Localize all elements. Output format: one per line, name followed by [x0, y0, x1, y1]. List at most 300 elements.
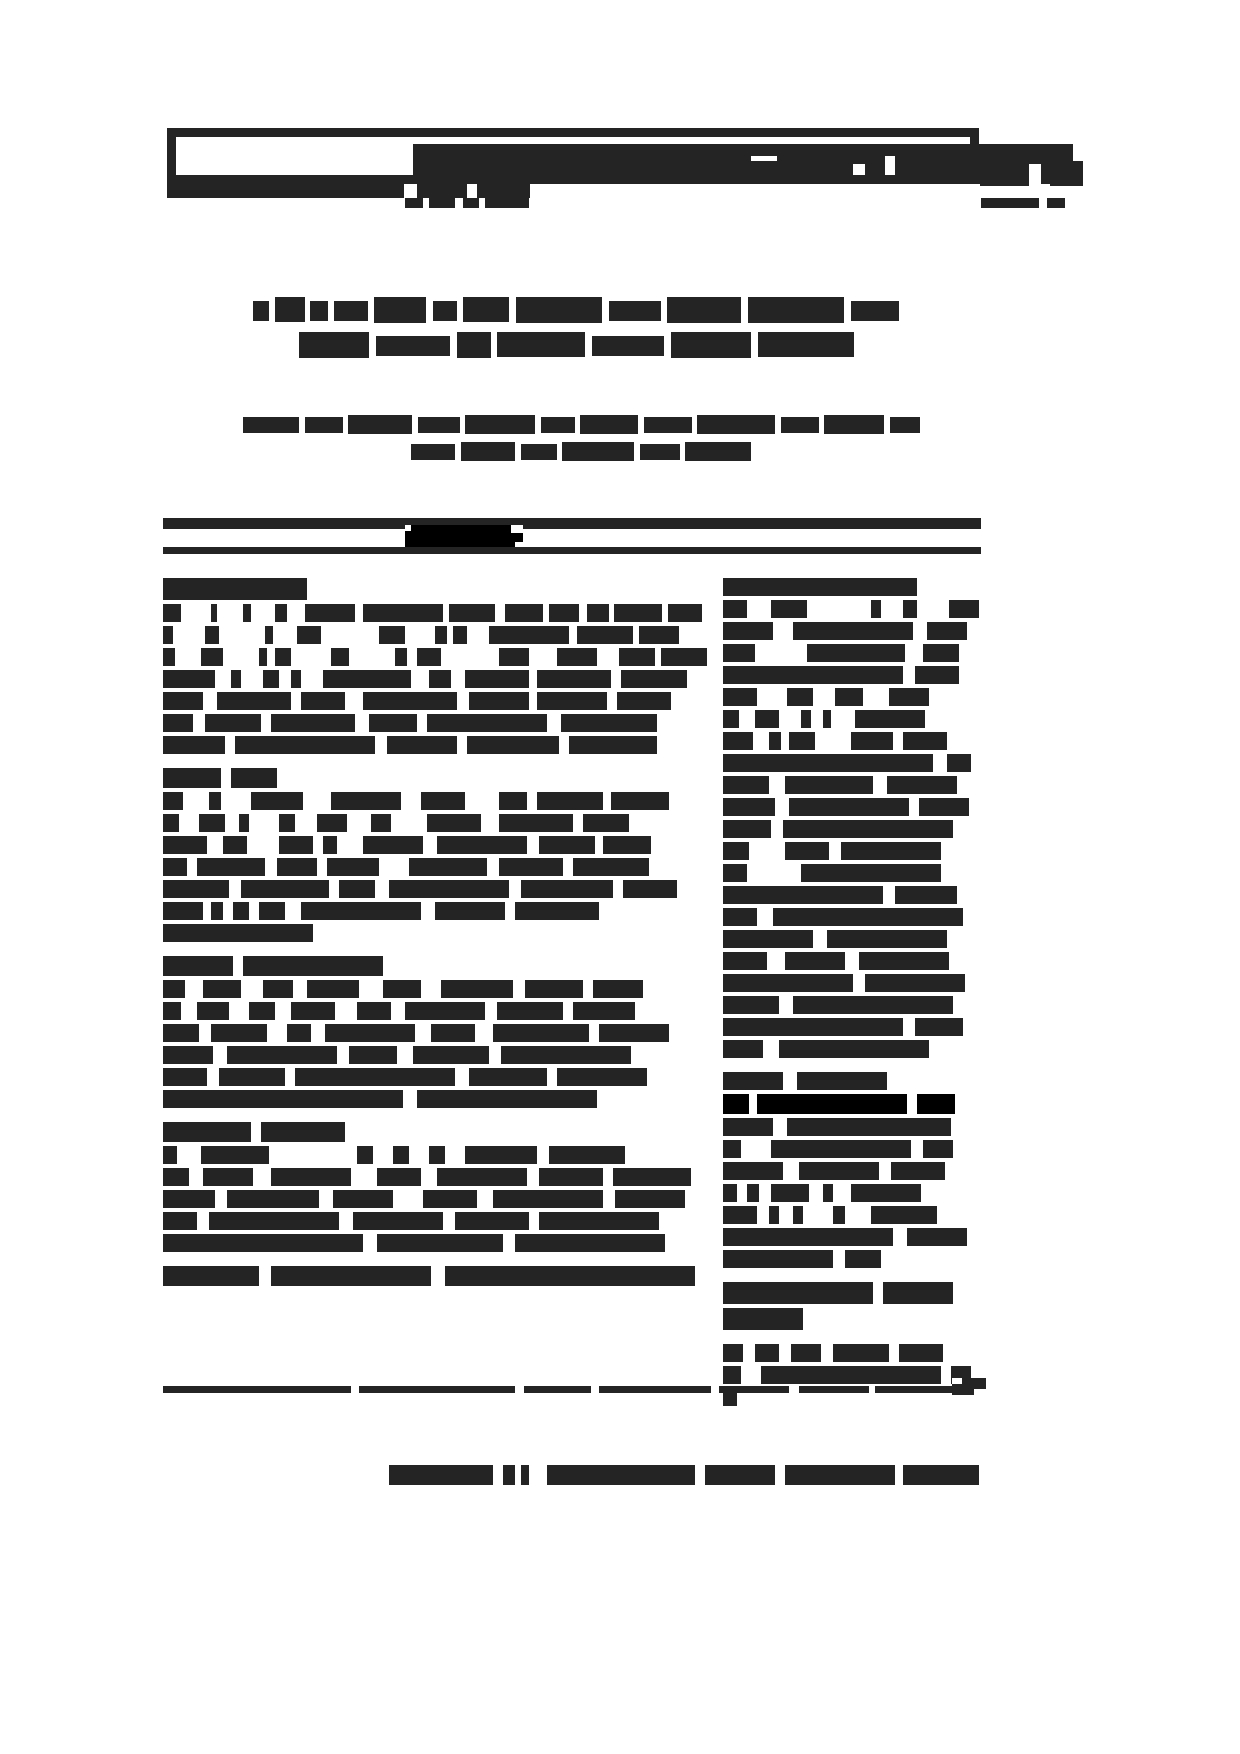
body-text-line	[723, 908, 981, 926]
body-text-line	[723, 1118, 981, 1136]
word-gap	[337, 1046, 349, 1047]
body-text-line	[163, 880, 698, 898]
redacted-word	[781, 417, 819, 433]
word-gap	[941, 1366, 951, 1367]
word-gap	[351, 1168, 377, 1169]
redacted-word	[871, 600, 881, 618]
word-gap	[893, 1228, 907, 1229]
abstract-rule-bottom	[163, 547, 981, 554]
redacted-word	[453, 626, 467, 644]
word-gap	[529, 670, 537, 671]
word-gap	[391, 814, 427, 815]
redacted-word	[569, 736, 657, 754]
redacted-word	[231, 768, 277, 788]
redacted-word	[562, 442, 634, 461]
word-gap	[185, 980, 203, 981]
word-gap	[803, 1206, 833, 1207]
word-gap	[311, 1024, 325, 1025]
redacted-word	[163, 980, 185, 998]
word-gap	[905, 644, 923, 645]
masthead-title-block	[865, 144, 885, 186]
redacted-word	[209, 1212, 339, 1230]
redacted-word	[253, 301, 269, 321]
word-gap	[829, 842, 841, 843]
redacted-word	[723, 864, 747, 882]
redacted-word	[539, 1168, 603, 1186]
redacted-word	[827, 930, 947, 948]
word-gap	[853, 974, 865, 975]
footer-citation-block	[521, 1465, 529, 1485]
word-gap	[373, 1146, 393, 1147]
word-gap	[597, 648, 619, 649]
redacted-word	[409, 858, 487, 876]
word-gap	[251, 604, 275, 605]
redacted-word	[644, 417, 692, 433]
redacted-word	[418, 417, 460, 433]
word-gap	[602, 297, 609, 298]
redacted-word	[376, 336, 450, 356]
redacted-word	[197, 858, 265, 876]
redacted-word	[239, 814, 249, 832]
redacted-word	[497, 332, 585, 357]
redacted-word	[463, 297, 509, 322]
redacted-word	[539, 836, 595, 854]
body-text-line	[723, 1344, 981, 1362]
redacted-word	[277, 858, 317, 876]
redacted-word	[203, 1168, 253, 1186]
redacted-word	[723, 930, 813, 948]
redacted-word	[773, 908, 963, 926]
word-gap	[319, 1190, 333, 1191]
redacted-word	[211, 604, 217, 622]
body-text-line	[723, 1094, 981, 1114]
word-gap	[757, 688, 787, 689]
redacted-word	[323, 670, 411, 688]
word-gap	[529, 648, 557, 649]
redacted-word	[537, 792, 603, 810]
redacted-word	[515, 1234, 665, 1252]
word-gap	[495, 604, 505, 605]
underbar-tab	[429, 198, 455, 208]
redacted-word	[219, 1068, 285, 1086]
redacted-word	[855, 710, 925, 728]
word-gap	[451, 670, 465, 671]
redacted-word	[949, 600, 979, 618]
redacted-word	[310, 301, 328, 321]
redacted-word	[429, 1146, 445, 1164]
word-gap	[509, 880, 521, 881]
redacted-word	[865, 974, 965, 992]
redacted-word	[163, 1090, 403, 1108]
word-gap	[203, 692, 217, 693]
redacted-word	[271, 714, 355, 732]
word-gap	[345, 692, 363, 693]
section-heading	[723, 1282, 981, 1304]
word-gap	[831, 710, 855, 711]
word-gap	[407, 648, 417, 649]
body-text-line	[723, 688, 981, 706]
word-gap	[347, 814, 371, 815]
redacted-word	[723, 600, 747, 618]
section-heading	[163, 578, 698, 600]
word-gap	[355, 604, 363, 605]
word-gap	[397, 1046, 413, 1047]
redacted-word	[163, 1190, 215, 1208]
redacted-word	[353, 1212, 443, 1230]
heading-nub	[405, 525, 411, 531]
underbar-tab	[485, 198, 529, 208]
body-text-line	[723, 1140, 981, 1158]
redacted-word	[789, 798, 909, 816]
word-gap	[225, 814, 239, 815]
word-gap	[183, 792, 209, 793]
redacted-word	[299, 332, 369, 358]
word-gap	[487, 858, 499, 859]
word-gap	[813, 688, 835, 689]
body-text-line	[723, 1072, 981, 1090]
body-text-line	[723, 710, 981, 728]
redacted-word	[243, 417, 299, 433]
body-paragraph	[163, 1266, 698, 1286]
word-gap	[415, 1024, 431, 1025]
redacted-word	[577, 626, 633, 644]
redacted-word	[305, 417, 343, 433]
page-number	[952, 1378, 986, 1395]
word-gap	[411, 670, 429, 671]
redacted-word	[259, 648, 267, 666]
redacted-word	[163, 604, 181, 622]
redacted-word	[405, 1002, 485, 1020]
footer-citation-block	[705, 1465, 775, 1485]
redacted-word	[163, 836, 207, 854]
redacted-word	[723, 1162, 783, 1180]
redacted-word	[211, 902, 223, 920]
redacted-word	[927, 622, 967, 640]
word-gap	[317, 858, 327, 859]
body-text-line	[723, 644, 981, 662]
word-gap	[219, 626, 265, 627]
redacted-word	[835, 688, 863, 706]
redacted-word	[417, 1090, 597, 1108]
redacted-word	[807, 644, 905, 662]
redacted-word	[573, 1002, 635, 1020]
word-gap	[771, 820, 783, 821]
redacted-word	[499, 792, 527, 810]
redacted-word	[205, 626, 219, 644]
redacted-word	[851, 732, 893, 750]
word-gap	[485, 1002, 497, 1003]
redacted-word	[895, 886, 957, 904]
word-gap	[455, 1068, 469, 1069]
redacted-word	[163, 692, 203, 710]
footer-rule-gap	[711, 1386, 719, 1393]
word-gap	[179, 814, 199, 815]
redacted-word	[823, 710, 831, 728]
redacted-word	[890, 417, 920, 433]
word-gap	[303, 792, 331, 793]
redacted-word	[349, 1046, 397, 1064]
word-gap	[233, 956, 243, 957]
redacted-word	[163, 648, 175, 666]
body-text-line	[723, 1308, 981, 1330]
redacted-word	[661, 648, 707, 666]
word-gap	[175, 648, 201, 649]
redacted-word	[377, 1234, 503, 1252]
redacted-word	[723, 1366, 741, 1384]
redacted-word	[499, 814, 573, 832]
word-gap	[177, 1146, 201, 1147]
body-text-line	[723, 1366, 981, 1384]
redacted-word	[387, 736, 457, 754]
body-text-line	[723, 798, 981, 816]
word-gap	[739, 710, 755, 711]
word-gap	[763, 1040, 779, 1041]
redacted-word	[275, 297, 305, 322]
redacted-word	[851, 1184, 921, 1202]
word-gap	[393, 1190, 423, 1191]
redacted-word	[755, 1344, 779, 1362]
word-gap	[749, 842, 785, 843]
redacted-word	[723, 710, 739, 728]
redacted-word	[614, 604, 662, 622]
underbar-tab	[981, 198, 1039, 208]
redacted-word	[348, 415, 412, 434]
redacted-word	[231, 670, 241, 688]
author-name-line	[236, 442, 926, 461]
masthead-title-block	[885, 144, 895, 156]
word-gap	[873, 1282, 883, 1283]
redacted-word	[377, 1168, 421, 1186]
redacted-word	[271, 1266, 431, 1286]
redacted-word	[771, 600, 807, 618]
body-text-line	[163, 1168, 698, 1186]
word-gap	[265, 858, 277, 859]
word-gap	[467, 626, 489, 627]
redacted-word	[163, 792, 183, 810]
redacted-word	[515, 902, 599, 920]
word-gap	[569, 626, 577, 627]
body-text-line	[163, 1024, 698, 1042]
redacted-word	[723, 1018, 903, 1036]
redacted-word	[887, 776, 957, 794]
body-text-line	[723, 776, 981, 794]
redacted-word	[455, 1212, 529, 1230]
word-gap	[579, 604, 587, 605]
word-gap	[363, 1234, 377, 1235]
redacted-word	[723, 908, 757, 926]
word-gap	[537, 1146, 549, 1147]
redacted-word	[793, 996, 953, 1014]
body-text-line	[163, 814, 698, 832]
word-gap	[737, 1184, 747, 1185]
redacted-word	[287, 1024, 311, 1042]
redacted-word	[369, 714, 417, 732]
masthead-title-block	[1041, 144, 1073, 186]
section-with-heading	[163, 956, 698, 1108]
redacted-word	[899, 1344, 943, 1362]
redacted-word	[771, 1184, 809, 1202]
redacted-word	[537, 670, 611, 688]
word-gap	[881, 600, 903, 601]
body-paragraph	[723, 1344, 981, 1406]
word-gap	[573, 814, 583, 815]
word-gap	[759, 1184, 771, 1185]
word-gap	[207, 1068, 219, 1069]
redacted-word	[493, 1024, 589, 1042]
word-gap	[664, 332, 671, 333]
title-line	[236, 297, 916, 323]
underbar-notch	[1040, 184, 1050, 198]
redacted-word	[891, 1162, 945, 1180]
word-gap	[279, 670, 291, 671]
underbar-tab	[463, 198, 479, 208]
word-gap	[275, 1002, 291, 1003]
masthead-title-block	[751, 144, 777, 156]
body-text-line	[163, 1266, 698, 1286]
redacted-word	[433, 301, 457, 321]
redacted-word	[357, 1146, 373, 1164]
redacted-word	[301, 902, 421, 920]
redacted-word	[163, 814, 179, 832]
underbar-tab	[405, 198, 423, 208]
redacted-word	[465, 1146, 537, 1164]
word-gap	[251, 1122, 261, 1123]
section-with-heading	[163, 768, 698, 942]
redacted-word	[723, 1206, 757, 1224]
word-gap	[489, 1046, 501, 1047]
redacted-word	[395, 648, 407, 666]
body-text-line	[163, 692, 698, 710]
footer-rule	[163, 1386, 981, 1393]
word-gap	[391, 1002, 405, 1003]
redacted-word	[199, 814, 225, 832]
redacted-word	[331, 792, 401, 810]
redacted-word	[723, 820, 771, 838]
redacted-word	[259, 902, 285, 920]
section-heading	[163, 768, 698, 788]
word-gap	[515, 442, 521, 443]
word-gap	[845, 1206, 871, 1207]
word-gap	[379, 858, 409, 859]
redacted-word	[261, 1122, 345, 1142]
word-gap	[403, 1090, 417, 1091]
word-gap	[773, 1118, 787, 1119]
word-gap	[215, 670, 231, 671]
redacted-word	[903, 732, 947, 750]
redacted-word	[785, 776, 873, 794]
redacted-word	[431, 1024, 475, 1042]
masthead-title-block	[895, 144, 1029, 186]
redacted-word	[557, 1068, 647, 1086]
redacted-word	[271, 1168, 351, 1186]
body-text-line	[723, 1228, 981, 1246]
redacted-word	[327, 858, 379, 876]
word-gap	[909, 798, 919, 799]
redacted-word	[580, 415, 638, 434]
redacted-word	[923, 644, 959, 662]
word-gap	[477, 1190, 493, 1191]
redacted-word	[549, 1146, 625, 1164]
redacted-word	[640, 444, 680, 460]
redacted-word	[619, 648, 655, 666]
redacted-word	[723, 754, 933, 772]
word-gap	[783, 1072, 797, 1073]
word-gap	[845, 952, 859, 953]
word-gap	[917, 600, 949, 601]
word-gap	[193, 714, 205, 715]
redacted-word	[249, 1002, 275, 1020]
word-gap	[769, 776, 785, 777]
word-gap	[743, 1344, 755, 1345]
redacted-word	[505, 604, 543, 622]
word-gap	[883, 886, 895, 887]
word-gap	[207, 836, 223, 837]
redacted-word	[411, 444, 455, 460]
word-gap	[559, 736, 569, 737]
redacted-word	[785, 952, 845, 970]
redacted-word	[209, 792, 221, 810]
redacted-word	[163, 714, 193, 732]
redacted-word	[457, 332, 491, 358]
redacted-word	[227, 1190, 319, 1208]
redacted-word	[163, 1122, 251, 1142]
word-gap	[607, 692, 617, 693]
redacted-word	[465, 670, 529, 688]
redacted-word	[841, 842, 941, 860]
footer-citation-block	[785, 1465, 895, 1485]
redacted-word	[263, 670, 279, 688]
word-gap	[267, 648, 275, 649]
section-heading	[163, 1122, 698, 1142]
redacted-word	[393, 1146, 409, 1164]
word-gap	[779, 1344, 791, 1345]
redacted-word	[241, 880, 329, 898]
redacted-word	[915, 666, 959, 684]
redacted-word	[197, 1002, 229, 1020]
redacted-word	[723, 644, 755, 662]
word-gap	[285, 1068, 295, 1069]
redacted-word	[789, 732, 815, 750]
masthead-title-blocks	[176, 137, 970, 175]
word-gap	[259, 1266, 271, 1267]
word-gap	[585, 332, 592, 333]
redacted-word	[437, 836, 527, 854]
word-gap	[613, 880, 623, 881]
redacted-word	[537, 692, 607, 710]
word-gap	[833, 1184, 851, 1185]
redacted-word	[305, 604, 355, 622]
footer-citation-block	[503, 1465, 515, 1485]
redacted-word	[903, 600, 917, 618]
redacted-word	[301, 692, 345, 710]
redacted-word	[363, 604, 443, 622]
redacted-word	[525, 980, 583, 998]
redacted-word	[235, 736, 375, 754]
body-text-line	[163, 604, 698, 622]
word-gap	[217, 604, 243, 605]
word-gap	[773, 622, 793, 623]
body-text-line	[723, 886, 981, 904]
masthead-title-block	[705, 144, 751, 186]
redacted-word	[779, 1040, 929, 1058]
body-text-line	[723, 820, 981, 838]
redacted-word	[435, 902, 505, 920]
word-gap	[913, 622, 927, 623]
redacted-word	[449, 604, 495, 622]
redacted-word	[723, 1308, 803, 1330]
section-with-heading	[163, 1122, 698, 1252]
word-gap	[223, 648, 259, 649]
